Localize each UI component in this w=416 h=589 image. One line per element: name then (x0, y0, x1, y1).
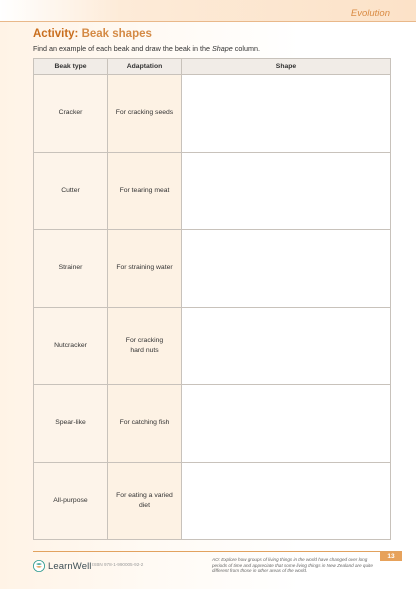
header-divider (0, 21, 416, 22)
table-header-row (34, 59, 391, 75)
shape-drawing-cell[interactable] (182, 307, 391, 385)
footer-divider (33, 551, 402, 552)
adaptation-line: For cracking (125, 336, 164, 344)
table-row (34, 230, 391, 308)
activity-title: Beak shapes (81, 28, 152, 40)
beak-type-cell: Cutter (34, 152, 108, 230)
page-number: 13 (380, 552, 402, 561)
brand-name: LearnWell (48, 560, 92, 572)
activity-heading (33, 28, 152, 40)
table-row (34, 152, 391, 230)
adaptation-line: hard nuts (130, 346, 159, 354)
column-header-shape: Shape (182, 59, 391, 75)
activity-prefix: Activity: (33, 28, 79, 40)
adaptation-cell (108, 307, 182, 385)
section-title: Evolution (350, 8, 390, 19)
adaptation-cell: For catching fish (108, 385, 182, 463)
adaptation-line: diet (139, 501, 150, 509)
table-row (34, 75, 391, 153)
beak-type-cell: Nutcracker (34, 307, 108, 385)
beak-shapes-table (33, 58, 391, 540)
beak-type-cell: Cracker (34, 75, 108, 153)
beak-type-cell: Strainer (34, 230, 108, 308)
shape-drawing-cell[interactable] (182, 152, 391, 230)
instructions-text-start: Find an example of each beak and draw the beak in the (33, 44, 213, 53)
adaptation-cell (108, 462, 182, 540)
column-header-beak-type: Beak type (34, 59, 108, 75)
instructions-text-end: column. (232, 44, 260, 53)
activity-instructions (33, 44, 393, 53)
adaptation-cell: For straining water (108, 230, 182, 308)
column-header-adaptation: Adaptation (108, 59, 182, 75)
brand (33, 558, 92, 574)
table-row (34, 385, 391, 463)
adaptation-cell: For tearing meat (108, 152, 182, 230)
learnwell-logo-icon (33, 560, 45, 572)
shape-drawing-cell[interactable] (182, 230, 391, 308)
shape-drawing-cell[interactable] (182, 75, 391, 153)
instructions-emphasis: Shape (212, 44, 233, 53)
beak-type-cell: All-purpose (34, 462, 108, 540)
adaptation-cell: For cracking seeds (108, 75, 182, 153)
adaptation-line: For eating a varied (116, 491, 173, 499)
table-row (34, 307, 391, 385)
curriculum-objective-note: AO: Explore how groups of living things in the world have changed over long periods of time and appreciate that some living things in New Zealand are quite different from those in other areas of the world. (212, 557, 373, 574)
shape-drawing-cell[interactable] (182, 462, 391, 540)
beak-type-cell: Spear-like (34, 385, 108, 463)
shape-drawing-cell[interactable] (182, 385, 391, 463)
table-row (34, 462, 391, 540)
isbn-number: ISBN 978-1-990005-92-2 (92, 562, 144, 567)
